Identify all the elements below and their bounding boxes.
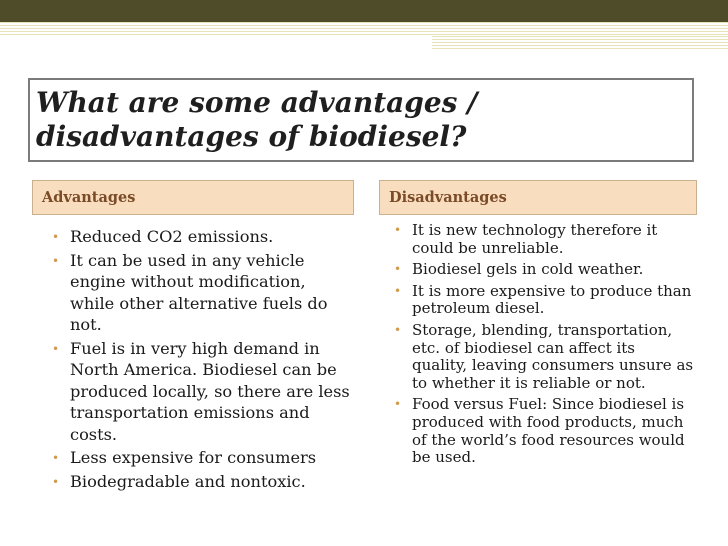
advantages-header: Advantages (32, 180, 354, 215)
list-item-text: Biodegradable and nontoxic. (70, 471, 306, 491)
list-item-text: Biodiesel gels in cold weather. (412, 260, 644, 279)
bullet-icon: • (394, 283, 402, 298)
list-item (52, 226, 352, 248)
advantages-list (52, 226, 352, 494)
bullet-icon: • (52, 253, 60, 268)
slide-title: What are some advantages / disadvantages of biodiesel? (36, 86, 478, 153)
bullet-icon: • (394, 262, 402, 277)
bullet-icon: • (52, 474, 60, 489)
bullet-icon: • (394, 397, 402, 412)
list-item-text: Less expensive for consumers (70, 448, 317, 467)
list-item (394, 222, 694, 257)
bullet-icon: • (52, 230, 60, 244)
list-item-text: Food versus Fuel: Since biodiesel is produced with food products, much of the world’s food resources would be used. (412, 395, 685, 467)
list-item-text: Storage, blending, transportation, etc. of biodiesel can affect its quality, leaving consumers unsure as to whether it is reliable or not. (412, 320, 694, 392)
disadvantages-list (394, 222, 694, 471)
list-item (52, 338, 352, 446)
list-item (52, 250, 352, 336)
top-striped-band (0, 22, 728, 36)
disadvantages-header: Disadvantages (379, 180, 697, 215)
top-decorative-band (0, 0, 728, 22)
list-item-text: It can be used in any vehicle engine without modification, while other alternative fuels do not. (70, 250, 328, 334)
bullet-icon: • (394, 223, 402, 237)
list-item-text: It is new technology therefore it could be unreliable. (412, 221, 658, 257)
list-item-text: It is more expensive to produce than petroleum diesel. (412, 281, 692, 318)
list-item (52, 447, 352, 469)
accent-striped-band (432, 36, 728, 50)
title-box (28, 78, 694, 162)
list-item-text: Reduced CO2 emissions. (70, 227, 274, 246)
bullet-icon: • (52, 451, 60, 465)
list-item-text: Fuel is in very high demand in North America. Biodiesel can be produced locally, so there are less transportation emissions and costs. (70, 338, 350, 444)
bullet-icon: • (394, 322, 402, 337)
list-item (394, 322, 694, 392)
list-item (394, 283, 694, 318)
list-item (394, 396, 694, 466)
list-item (394, 261, 694, 279)
bullet-icon: • (52, 341, 60, 356)
list-item (52, 471, 352, 493)
